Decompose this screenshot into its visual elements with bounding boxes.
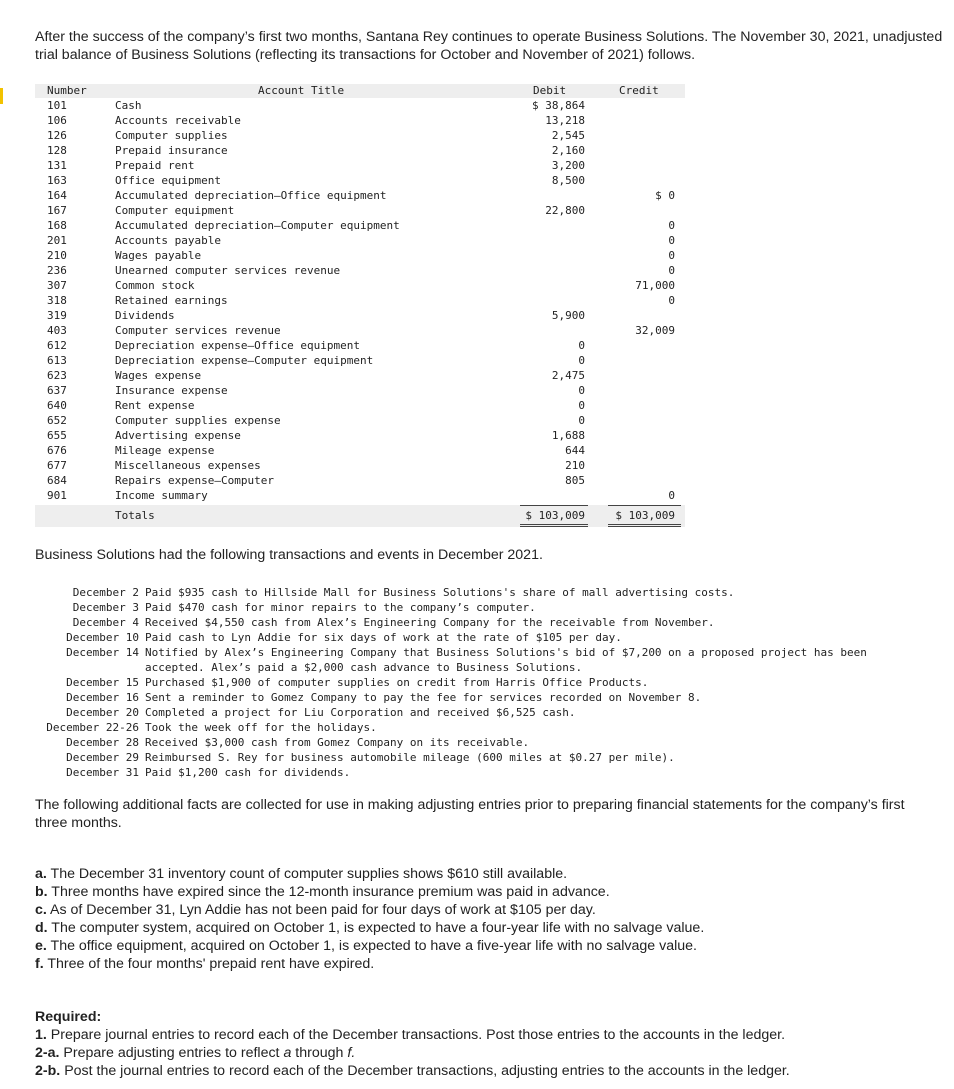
transaction-text: Sent a reminder to Gomez Company to pay the fee for services recorded on November 8. — [145, 691, 702, 704]
transaction-date: December 22-26 — [46, 721, 139, 734]
account-title: Depreciation expense—Office equipment — [115, 339, 361, 352]
debit-amount: 2,545 — [551, 129, 585, 142]
account-title: Common stock — [115, 279, 195, 292]
trial-balance-row — [35, 473, 685, 488]
required-item-2a-em-f: f. — [347, 1045, 356, 1061]
transaction-text: Paid $935 cash to Hillside Mall for Business Solutions's share of mall advertising costs. — [145, 586, 735, 599]
fact-letter: f. — [35, 956, 44, 972]
transaction-text: Completed a project for Liu Corporation and received $6,525 cash. — [145, 706, 576, 719]
debit-amount: 0 — [578, 354, 585, 367]
debit-amount: 644 — [565, 444, 585, 457]
transaction-text: accepted. Alex’s paid a $2,000 cash advance to Business Solutions. — [145, 661, 583, 674]
adjusting-facts-list — [35, 865, 704, 973]
trial-balance-row — [35, 353, 685, 368]
fact-text: Three months have expired since the 12-month insurance premium was paid in advance. — [51, 884, 610, 900]
account-number: 613 — [47, 354, 67, 367]
fact-letter: d. — [35, 920, 48, 936]
trial-balance-row — [35, 113, 685, 128]
transaction-date: December 2 — [72, 586, 139, 599]
transaction-date: December 14 — [66, 646, 139, 659]
account-title: Prepaid insurance — [115, 144, 228, 157]
account-number: 163 — [47, 174, 67, 187]
transaction-text: Received $3,000 cash from Gomez Company on its receivable. — [145, 736, 530, 749]
account-number: 164 — [47, 189, 67, 202]
account-title: Repairs expense—Computer — [115, 474, 274, 487]
transaction-text: Notified by Alex’s Engineering Company that Business Solutions's bid of $7,200 on a proposed project has been — [145, 646, 867, 659]
debit-amount: 2,475 — [551, 369, 585, 382]
account-title: Computer supplies — [115, 129, 228, 142]
trial-balance-row — [35, 158, 685, 173]
debit-amount: 8,500 — [551, 174, 585, 187]
account-number: 201 — [47, 234, 67, 247]
trial-balance-row — [35, 233, 685, 248]
required-item-1 — [35, 1026, 790, 1044]
account-number: 637 — [47, 384, 67, 397]
fact-letter: e. — [35, 938, 47, 954]
totals-debit: $ 103,009 — [525, 509, 585, 522]
account-title: Unearned computer services revenue — [115, 264, 341, 277]
account-number: 677 — [47, 459, 67, 472]
trial-balance-row — [35, 143, 685, 158]
adjusting-fact — [35, 937, 704, 955]
debit-amount: 3,200 — [551, 159, 585, 172]
required-item-2a-em-a: a — [283, 1045, 292, 1061]
trial-balance-row — [35, 443, 685, 458]
transaction-date: December 28 — [66, 736, 139, 749]
account-title: Accounts receivable — [115, 114, 241, 127]
trial-balance-row — [35, 338, 685, 353]
account-title: Dividends — [115, 309, 175, 322]
required-item-2a-text: Prepare adjusting entries to reflect — [63, 1045, 280, 1061]
account-number: 623 — [47, 369, 67, 382]
debit-amount: 210 — [565, 459, 585, 472]
account-title: Depreciation expense—Computer equipment — [115, 354, 374, 367]
trial-balance-row — [35, 203, 685, 218]
transaction-text: Reimbursed S. Rey for business automobile mileage (600 miles at $0.27 per mile). — [145, 751, 675, 764]
trial-balance-rows — [35, 98, 685, 503]
transaction-text: Paid $1,200 cash for dividends. — [145, 766, 351, 779]
account-title: Accumulated depreciation—Office equipment — [115, 189, 387, 202]
adjusting-fact — [35, 955, 704, 973]
fact-text: The computer system, acquired on October 1, is expected to have a four-year life with no salvage value. — [51, 920, 705, 936]
header-account-title: Account Title — [258, 84, 345, 97]
required-item-2b-text: Post the journal entries to record each of the December transactions, adjusting entries to the accounts in the ledger. — [64, 1063, 790, 1079]
totals-label: Totals — [115, 509, 155, 522]
adjusting-fact — [35, 919, 704, 937]
trial-balance-row — [35, 218, 685, 233]
account-title: Miscellaneous expenses — [115, 459, 261, 472]
account-number: 210 — [47, 249, 67, 262]
debit-amount: 2,160 — [551, 144, 585, 157]
account-number: 676 — [47, 444, 67, 457]
account-number: 106 — [47, 114, 67, 127]
trial-balance-row — [35, 263, 685, 278]
required-item-2a — [35, 1044, 790, 1062]
debit-total-double-rule-1 — [520, 524, 588, 525]
transaction-text: Paid cash to Lyn Addie for six days of work at the rate of $105 per day. — [145, 631, 622, 644]
fact-letter: b. — [35, 884, 48, 900]
account-number: 307 — [47, 279, 67, 292]
trial-balance-row — [35, 188, 685, 203]
trial-balance-row — [35, 488, 685, 503]
fact-letter: a. — [35, 866, 47, 882]
debit-amount: $ 38,864 — [532, 99, 585, 112]
transaction-date: December 29 — [66, 751, 139, 764]
trial-balance-row — [35, 128, 685, 143]
trial-balance-row — [35, 278, 685, 293]
trial-balance-row — [35, 98, 685, 113]
account-number: 131 — [47, 159, 67, 172]
header-number: Number — [47, 84, 87, 97]
account-title: Office equipment — [115, 174, 221, 187]
required-item-1-text: Prepare journal entries to record each of the December transactions. Post those entries to the accounts in the ledger. — [50, 1027, 786, 1043]
trial-balance-row — [35, 173, 685, 188]
required-item-2a-mid: through — [295, 1045, 344, 1061]
adjusting-fact — [35, 883, 704, 901]
fact-text: As of December 31, Lyn Addie has not been paid for four days of work at $105 per day. — [50, 902, 596, 918]
account-title: Accumulated depreciation—Computer equipment — [115, 219, 400, 232]
trial-balance-row — [35, 428, 685, 443]
december-intro: Business Solutions had the following transactions and events in December 2021. — [35, 547, 543, 563]
account-number: 403 — [47, 324, 67, 337]
required-item-2a-number: 2-a. — [35, 1045, 60, 1061]
transaction-date: December 16 — [66, 691, 139, 704]
transaction-date: December 10 — [66, 631, 139, 644]
required-item-2b — [35, 1062, 790, 1080]
credit-amount: 0 — [668, 249, 675, 262]
required-heading: Required: — [35, 1009, 102, 1025]
debit-amount: 0 — [578, 414, 585, 427]
account-title: Advertising expense — [115, 429, 241, 442]
account-number: 684 — [47, 474, 67, 487]
debit-total-double-rule-2 — [520, 526, 588, 527]
account-number: 101 — [47, 99, 67, 112]
trial-balance-row — [35, 458, 685, 473]
account-title: Retained earnings — [115, 294, 228, 307]
intro-paragraph: After the success of the company’s first two months, Santana Rey continues to operate Business Solutions. The November 30, 2021, unadjusted trial balance of Business Solutions (reflecting its transactions for October and November of 2021) follows. — [35, 29, 943, 63]
fact-text: The office equipment, acquired on October 1, is expected to have a five-year life with no salvage value. — [50, 938, 697, 954]
account-number: 236 — [47, 264, 67, 277]
trial-balance-row — [35, 413, 685, 428]
credit-amount: 0 — [668, 219, 675, 232]
trial-balance-row — [35, 248, 685, 263]
left-edge-marker — [0, 88, 3, 104]
adjusting-facts-intro: The following additional facts are collected for use in making adjusting entries prior to preparing financial statements for the company’s first three months. — [35, 797, 905, 831]
account-number: 128 — [47, 144, 67, 157]
credit-amount: 0 — [668, 264, 675, 277]
account-number: 612 — [47, 339, 67, 352]
debit-amount: 13,218 — [545, 114, 585, 127]
trial-balance-row — [35, 368, 685, 383]
account-title: Prepaid rent — [115, 159, 195, 172]
account-title: Computer services revenue — [115, 324, 281, 337]
transaction-date: December 15 — [66, 676, 139, 689]
totals-credit: $ 103,009 — [615, 509, 675, 522]
debit-amount: 0 — [578, 384, 585, 397]
debit-amount: 5,900 — [551, 309, 585, 322]
account-title: Rent expense — [115, 399, 195, 412]
trial-balance-header — [35, 84, 685, 98]
credit-amount: $ 0 — [655, 189, 675, 202]
account-number: 168 — [47, 219, 67, 232]
credit-amount: 32,009 — [635, 324, 675, 337]
transaction-date: December 31 — [66, 766, 139, 779]
credit-amount: 0 — [668, 234, 675, 247]
transaction-text: Took the week off for the holidays. — [145, 721, 377, 734]
account-title: Computer equipment — [115, 204, 235, 217]
debit-amount: 0 — [578, 339, 585, 352]
fact-text: Three of the four months' prepaid rent have expired. — [47, 956, 375, 972]
account-number: 652 — [47, 414, 67, 427]
account-number: 640 — [47, 399, 67, 412]
trial-balance-row — [35, 293, 685, 308]
account-title: Wages payable — [115, 249, 202, 262]
transaction-text: Received $4,550 cash from Alex’s Engineering Company for the receivable from November. — [145, 616, 715, 629]
transaction-date: December 3 — [72, 601, 139, 614]
trial-balance-row — [35, 398, 685, 413]
fact-text: The December 31 inventory count of computer supplies shows $610 still available. — [50, 866, 568, 882]
account-number: 318 — [47, 294, 67, 307]
required-item-1-number: 1. — [35, 1027, 47, 1043]
account-title: Mileage expense — [115, 444, 215, 457]
transaction-date: December 20 — [66, 706, 139, 719]
header-debit: Debit — [533, 84, 567, 97]
account-title: Computer supplies expense — [115, 414, 281, 427]
account-title: Cash — [115, 99, 142, 112]
account-number: 655 — [47, 429, 67, 442]
transaction-text: Purchased $1,900 of computer supplies on credit from Harris Office Products. — [145, 676, 649, 689]
account-number: 319 — [47, 309, 67, 322]
trial-balance-row — [35, 308, 685, 323]
fact-letter: c. — [35, 902, 47, 918]
credit-total-double-rule-1 — [608, 524, 681, 525]
required-item-2b-number: 2-b. — [35, 1063, 61, 1079]
transaction-date: December 4 — [72, 616, 139, 629]
adjusting-fact — [35, 865, 704, 883]
credit-amount: 0 — [668, 294, 675, 307]
account-number: 126 — [47, 129, 67, 142]
adjusting-fact — [35, 901, 704, 919]
account-title: Wages expense — [115, 369, 202, 382]
debit-amount: 22,800 — [545, 204, 585, 217]
trial-balance-row — [35, 383, 685, 398]
credit-amount: 71,000 — [635, 279, 675, 292]
credit-total-double-rule-2 — [608, 526, 681, 527]
account-number: 901 — [47, 489, 67, 502]
required-section — [35, 1008, 790, 1080]
account-title: Income summary — [115, 489, 208, 502]
credit-amount: 0 — [668, 489, 675, 502]
transaction-text: Paid $470 cash for minor repairs to the company’s computer. — [145, 601, 536, 614]
trial-balance-totals — [35, 505, 685, 527]
account-number: 167 — [47, 204, 67, 217]
trial-balance-row — [35, 323, 685, 338]
header-credit: Credit — [619, 84, 659, 97]
account-title: Accounts payable — [115, 234, 221, 247]
account-title: Insurance expense — [115, 384, 228, 397]
debit-amount: 1,688 — [551, 429, 585, 442]
debit-amount: 0 — [578, 399, 585, 412]
trial-balance-table — [35, 84, 685, 527]
debit-amount: 805 — [565, 474, 585, 487]
